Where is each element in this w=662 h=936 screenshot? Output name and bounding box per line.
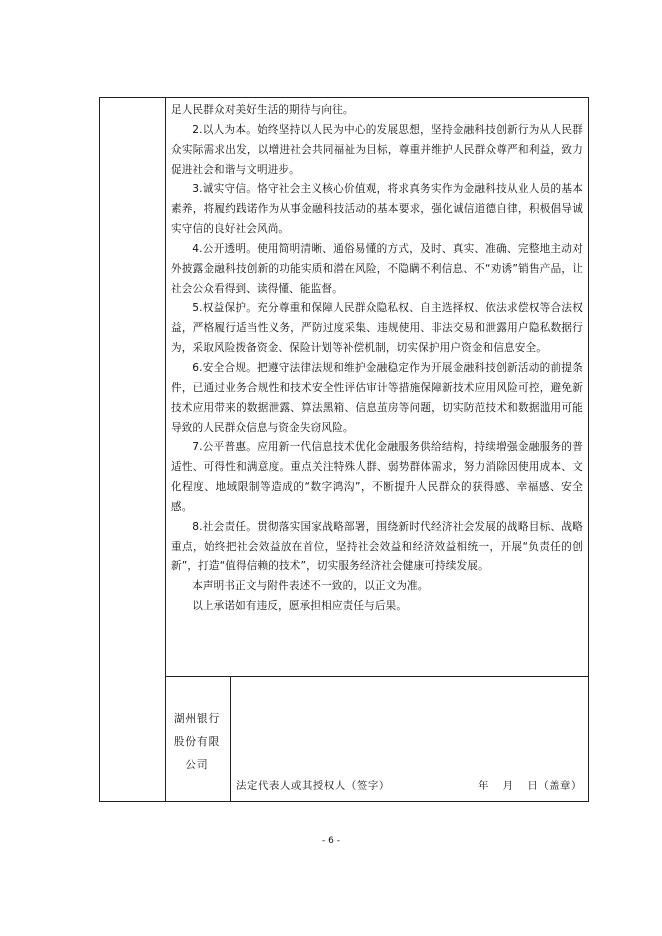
paragraph-social-responsibility: 8.社会责任。贯彻落实国家战略部署，围绕新时代经济社会发展的战略目标、战略重点，始终把社会效益放在首位，坚持社会效益和经济效益相统一，开展“负责任的创新”，打造“值得信赖的技术”，切实服务经济社会健康可持续发展。 <box>171 520 583 573</box>
paragraph-precedence-note: 本声明书正文与附件表述不一致的，以正文为准。 <box>192 580 429 593</box>
paragraph-rights-protection: 5.权益保护。充分尊重和保障人民群众隐私权、自主选择权、依法求偿权等合法权益，严格履行适当性义务，严防过度采集、违规使用、非法交易和泄露用户隐私数据行为，采取风险拨备资金、保险计划等补偿机制，切实保护用户资金和信息安全。 <box>171 302 583 355</box>
paragraph-fairness-inclusion: 7.公平普惠。应用新一代信息技术优化金融服务供给结构，持续增强金融服务的普适性、可得性和满意度。重点关注特殊人群、弱势群体需求，努力消除因使用成本、文化程度、地域限制等造成的“数字鸿沟”，不断提升人民群众的获得感、幸福感、安全感。 <box>171 441 583 513</box>
paragraph-transparency: 4.公开透明。使用简明清晰、通俗易懂的方式，及时、真实、准确、完整地主动对外披露金融科技创新的功能实质和潜在风险，不隐瞒不利信息、不“劝诱”销售产品，让社会公众看得到、读得懂、能监督。 <box>171 242 583 295</box>
paragraph-security-compliance: 6.安全合规。把遵守法律法规和维护金融稳定作为开展金融科技创新活动的前提条件，已通过业务合规性和技术安全性评估审计等措施保障新技术应用风险可控，避免新技术应用带来的数据泄露、算法黑箱、信息茧房等问题，切实防范技术和数据滥用可能导致的人民群众信息与资金失窃风险。 <box>171 361 583 434</box>
paragraph-commitment: 以上承诺如有违反，愿承担相应责任与后果。 <box>192 600 408 613</box>
company-name-line: 公司 <box>185 759 209 771</box>
paragraph-integrity: 3.诚实守信。恪守社会主义核心价值观，将求真务实作为金融科技从业人员的基本素养，将履约践诺作为从事金融科技活动的基本要求，强化诚信道德自律，积极倡导诚实守信的良好社会风尚。 <box>171 183 583 236</box>
company-name <box>166 708 228 777</box>
signature-divider <box>165 676 589 677</box>
company-name-line: 湖州银行 <box>173 713 221 725</box>
company-name-line: 股份有限 <box>173 736 221 748</box>
page-number: - 6 - <box>322 836 340 846</box>
paragraph-continuation: 足人民群众对美好生活的期待与向往。 <box>171 104 354 116</box>
paragraph-people-oriented: 2.以人为本。始终坚持以人民为中心的发展思想，坚持金融科技创新行为从人民群众实际需求出发，以增进社会共同福祉为目标，尊重并维护人民群众尊严和利益，致力促进社会和谐与文明进步。 <box>171 123 583 176</box>
date-seal-label: 年 月 日（盖章） <box>478 780 582 792</box>
signatory-label: 法定代表人或其授权人（签字） <box>236 780 390 792</box>
company-cell-divider <box>230 676 231 802</box>
left-column-divider <box>165 97 166 802</box>
statement-body <box>171 101 583 617</box>
